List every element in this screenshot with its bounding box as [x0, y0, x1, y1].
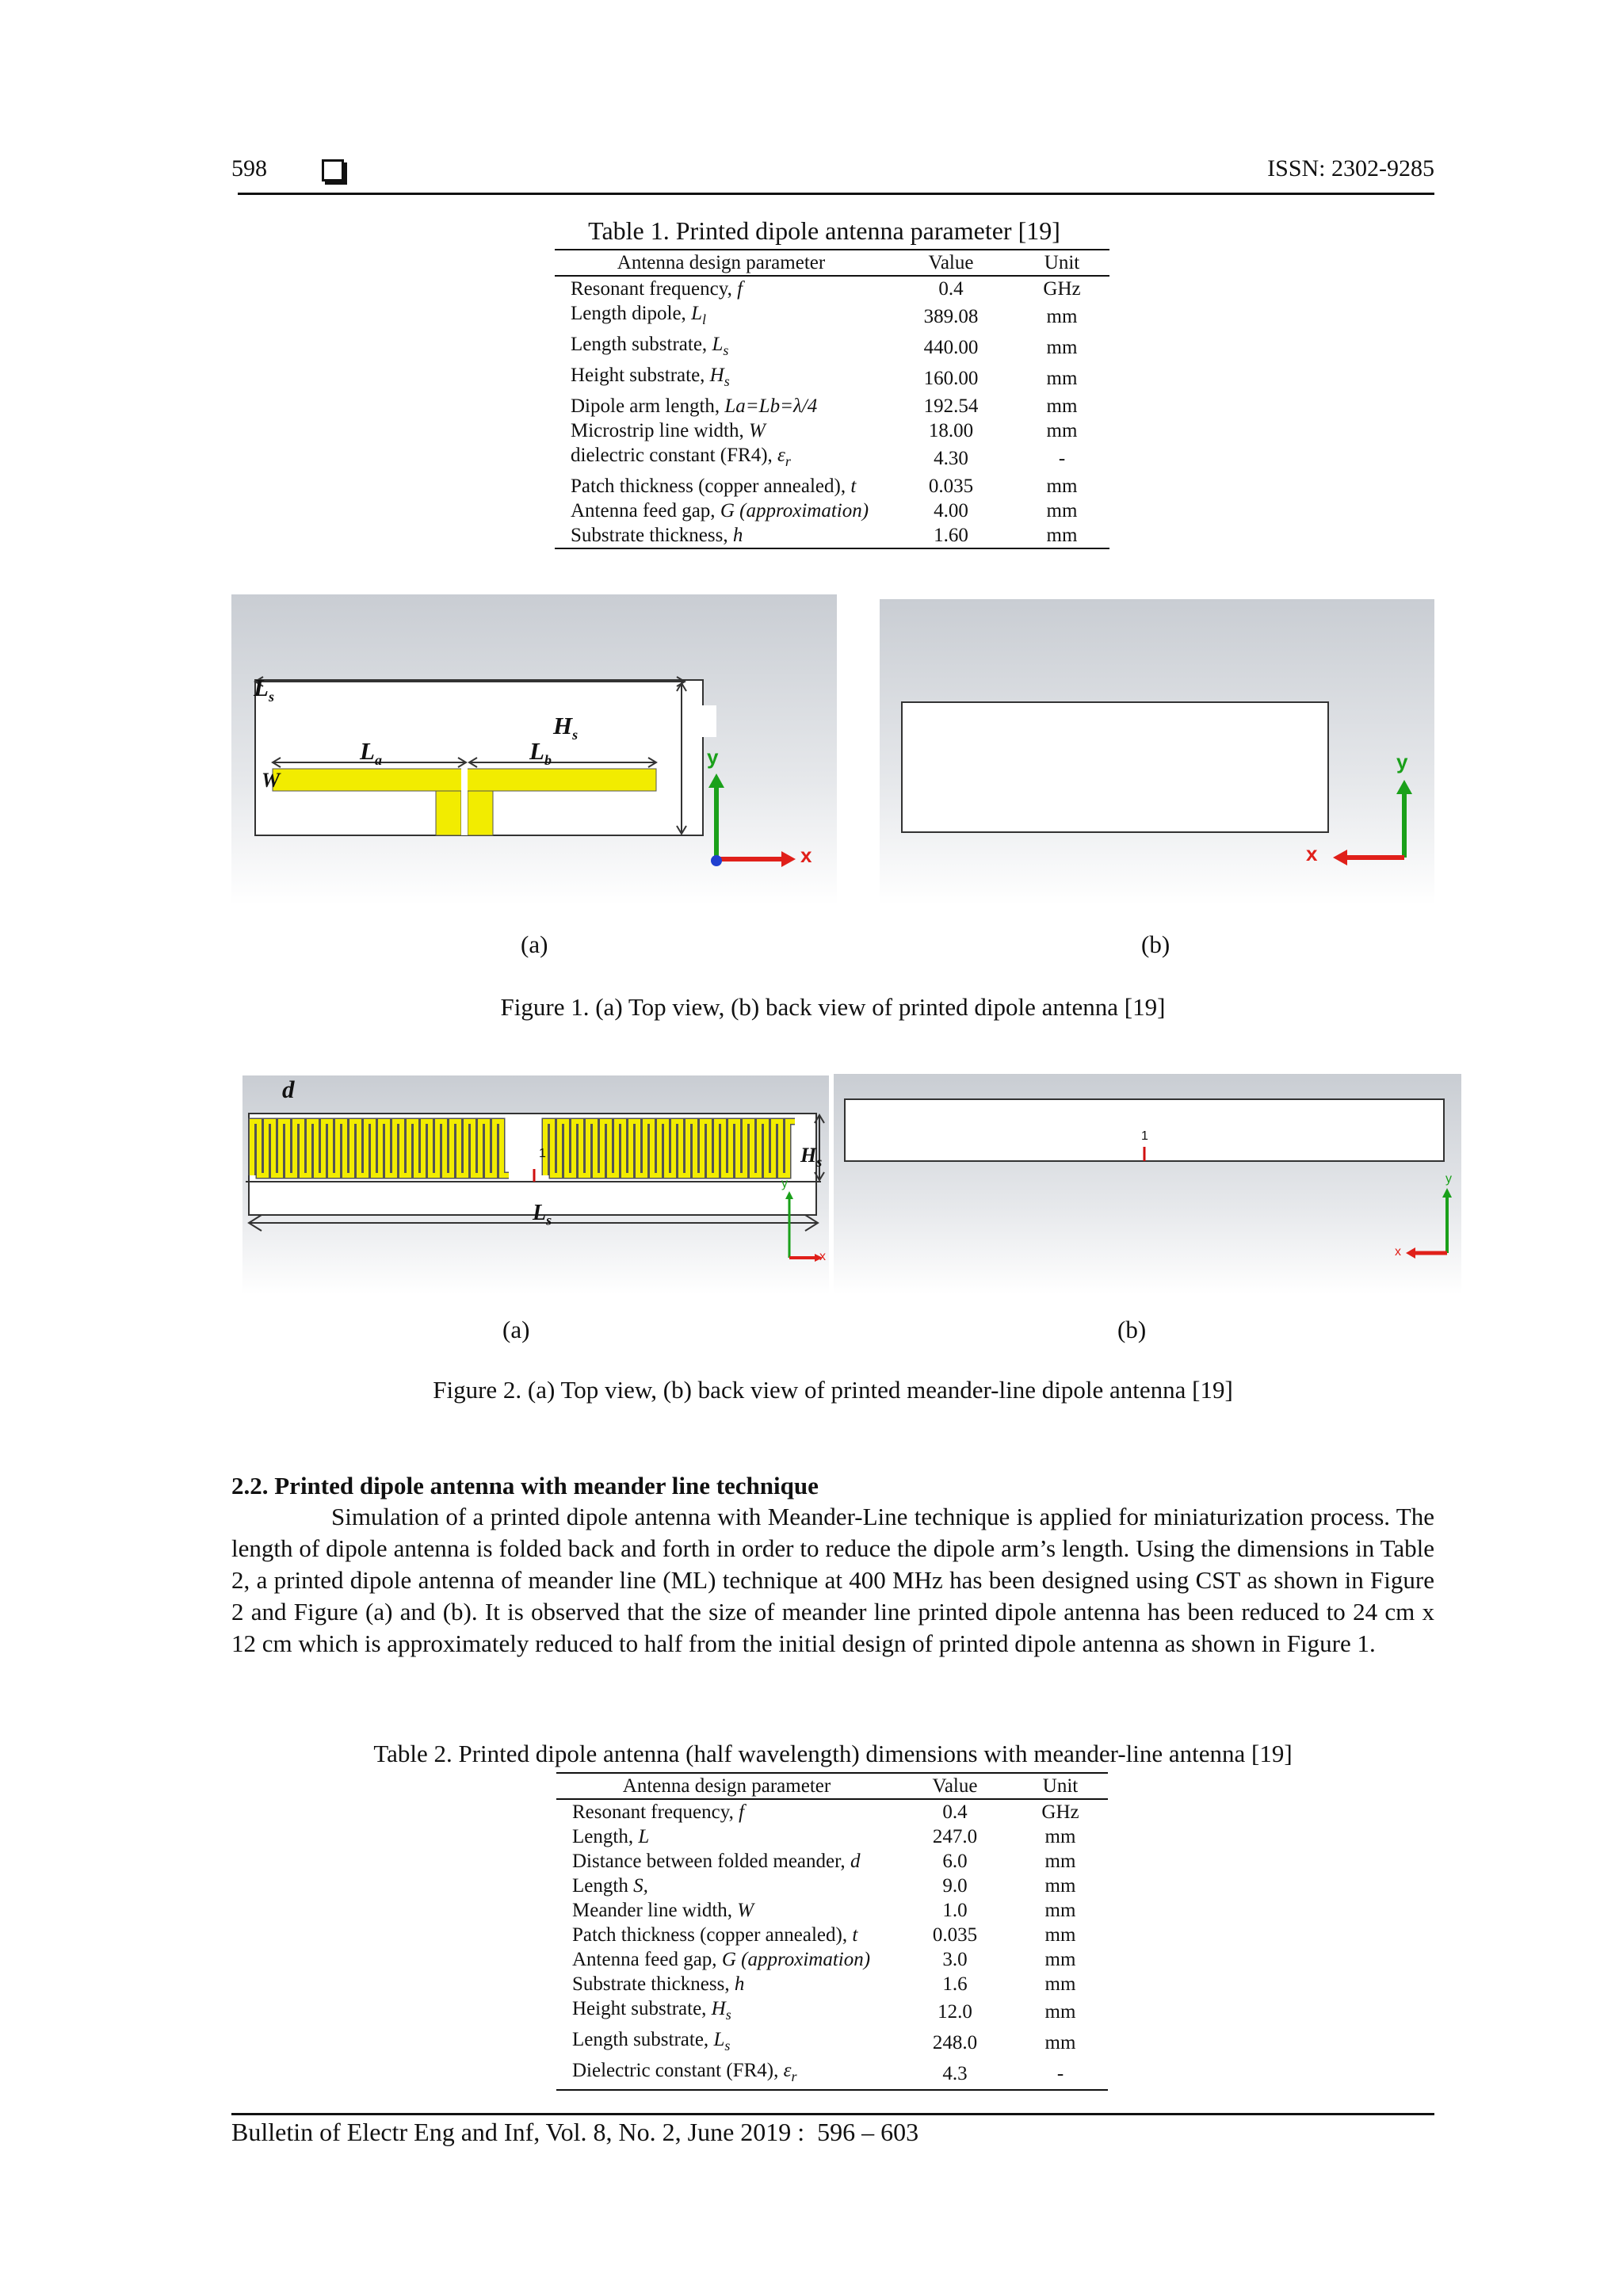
- figure1-label-b: (b): [1141, 930, 1170, 958]
- table-row: [556, 1849, 1108, 1874]
- table2-header-param: Antenna design parameter: [556, 1774, 897, 1799]
- unit-cell: -: [1058, 448, 1066, 469]
- unit-cell: mm: [1046, 306, 1078, 327]
- param-cell: [556, 1799, 897, 1824]
- unit-cell: mm: [1046, 395, 1078, 417]
- param-label: Antenna feed gap,: [572, 1949, 722, 1970]
- fig1-w-label: W: [262, 769, 281, 792]
- value-cell: 3.0: [942, 1949, 968, 1970]
- z-axis-dot: [711, 855, 722, 866]
- param-symbol: h: [732, 525, 743, 546]
- value-cell: 4.3: [897, 2058, 1013, 2090]
- table-row: [555, 363, 1109, 394]
- param-subscript: s: [725, 2007, 731, 2023]
- table-row: [555, 394, 1109, 418]
- table-row: [556, 1947, 1108, 1972]
- param-symbol: h: [734, 1973, 745, 1995]
- table2: [556, 1774, 1108, 2091]
- unit-cell: mm: [1044, 1900, 1076, 1921]
- table1: [555, 250, 1109, 549]
- param-cell: [556, 2027, 897, 2058]
- param-label: Antenna feed gap,: [571, 500, 720, 521]
- table1-header-unit: Unit: [1014, 250, 1109, 276]
- fig1a-y-axis-label: y: [707, 745, 719, 769]
- param-subscript: s: [724, 2038, 731, 2053]
- param-label: Substrate thickness,: [572, 1973, 735, 1995]
- param-symbol: L: [638, 1826, 650, 1847]
- fig2-hs-label: $H_s$: [800, 1144, 823, 1171]
- value-cell: 6.0: [942, 1851, 968, 1872]
- unit-cell: mm: [1044, 1875, 1076, 1897]
- param-symbol: d: [850, 1851, 861, 1872]
- table-row: [555, 474, 1109, 499]
- unit-cell: mm: [1046, 500, 1078, 521]
- param-cell: [555, 363, 888, 394]
- unit-cell: mm: [1046, 368, 1078, 389]
- param-cell: [556, 2058, 897, 2090]
- param-label: Dipole arm length,: [571, 395, 725, 417]
- value-cell: 192.54: [923, 395, 979, 417]
- param-cell: [555, 301, 888, 332]
- feed-line-right: [468, 791, 493, 835]
- figure2a-top-view: [242, 1075, 829, 1294]
- param-subscript: s: [723, 342, 729, 358]
- param-label: Length dipole,: [571, 303, 692, 324]
- figure2a-svg: [242, 1075, 829, 1294]
- table-row: [555, 276, 1109, 301]
- param-label: Height substrate,: [572, 1998, 712, 2019]
- param-cell: [556, 1874, 897, 1898]
- feed-line-left: [436, 791, 461, 835]
- table-row: [556, 2058, 1108, 2090]
- table-row: [555, 523, 1109, 548]
- param-cell: [555, 276, 888, 301]
- feed-gap: [461, 767, 468, 835]
- figure1b-svg: [880, 599, 1434, 905]
- value-cell: 18.00: [928, 420, 974, 441]
- param-label: Resonant frequency,: [571, 278, 738, 300]
- table-row: [556, 1972, 1108, 1996]
- fig2a-y-axis-label: y: [781, 1177, 788, 1190]
- param-symbol: L: [712, 334, 724, 355]
- issn: ISSN: 2302-9285: [1267, 155, 1434, 181]
- param-cell: [556, 1824, 897, 1849]
- param-symbol: L: [691, 303, 702, 324]
- param-symbol: G (approximation): [720, 500, 869, 521]
- param-cell: [555, 499, 888, 523]
- hs-label-box: [685, 705, 716, 737]
- fig1-lb-label: $L_b$: [529, 737, 552, 769]
- param-symbol: t: [850, 476, 857, 497]
- param-cell: [556, 1898, 897, 1923]
- param-cell: [555, 418, 888, 443]
- table-row: [556, 1996, 1108, 2027]
- unit-cell: mm: [1014, 523, 1109, 548]
- param-symbol: f: [737, 278, 743, 300]
- param-cell: [556, 1972, 897, 1996]
- figure2b-back-view: [834, 1074, 1461, 1294]
- figure1a-top-view: [231, 594, 837, 905]
- table-row: [556, 1898, 1108, 1923]
- table-row: [555, 332, 1109, 363]
- figure2-label-b: (b): [1117, 1316, 1147, 1343]
- unit-cell: mm: [1046, 476, 1078, 497]
- ground-plane-outline: [902, 702, 1328, 832]
- footer-rule: [231, 2113, 1434, 2115]
- param-subscript: l: [701, 311, 706, 327]
- param-symbol: H: [711, 1998, 726, 2019]
- param-label: Patch thickness (copper annealed),: [571, 476, 851, 497]
- param-subscript: r: [785, 453, 791, 469]
- param-symbol: H: [709, 365, 724, 386]
- value-cell: 248.0: [932, 2032, 978, 2053]
- fig2b-y-axis-label: y: [1445, 1172, 1452, 1186]
- param-label: Length,: [572, 1826, 639, 1847]
- unit-cell: mm: [1046, 420, 1078, 441]
- unit-cell: GHz: [1043, 278, 1081, 300]
- figure1b-back-view: [880, 599, 1434, 905]
- table-row: [556, 1874, 1108, 1898]
- param-cell: [555, 394, 888, 418]
- param-cell: [556, 1923, 897, 1947]
- param-symbol: L: [713, 2029, 725, 2050]
- param-symbol: t: [852, 1924, 858, 1946]
- value-cell: 0.035: [932, 1924, 978, 1946]
- table-row: [556, 1799, 1108, 1824]
- table1-header-param: Antenna design parameter: [555, 250, 888, 276]
- param-label: Distance between folded meander,: [572, 1851, 850, 1872]
- figure2-label-a: (a): [502, 1316, 530, 1343]
- checkbox-bullet-icon: [322, 159, 344, 181]
- param-label: dielectric constant (FR4),: [571, 445, 778, 466]
- table-row: [555, 418, 1109, 443]
- table2-header-value: Value: [897, 1774, 1013, 1799]
- table-row: [555, 301, 1109, 332]
- figure2-caption: Figure 2. (a) Top view, (b) back view of printed meander-line dipole antenna [19]: [433, 1376, 1233, 1404]
- value-cell: 0.035: [928, 476, 974, 497]
- value-cell: 4.30: [934, 448, 968, 469]
- fig1-ls-label: $L_s$: [254, 674, 274, 705]
- value-cell: 389.08: [923, 306, 979, 327]
- table-row: [556, 2027, 1108, 2058]
- param-label: Resonant frequency,: [572, 1801, 739, 1823]
- unit-cell: mm: [1044, 1949, 1076, 1970]
- param-label: Patch thickness (copper annealed),: [572, 1924, 853, 1946]
- param-label: Height substrate,: [571, 365, 710, 386]
- fig1-hs-label: $H_s$: [553, 712, 579, 743]
- figure1-label-a: (a): [521, 930, 548, 958]
- table1-caption: Table 1. Printed dipole antenna parameter [19]: [588, 216, 1060, 245]
- param-symbol: G (approximation): [721, 1949, 871, 1970]
- param-label: Meander line width,: [572, 1900, 738, 1921]
- value-cell: 247.0: [932, 1826, 978, 1847]
- unit-cell: mm: [1044, 1973, 1076, 1995]
- value-cell: 1.60: [888, 523, 1014, 548]
- unit-cell: GHz: [1041, 1801, 1079, 1823]
- value-cell: 12.0: [938, 2001, 972, 2023]
- param-symbol: S,: [633, 1875, 648, 1897]
- param-label: Substrate thickness,: [571, 525, 733, 546]
- page-number: 598: [231, 155, 267, 181]
- unit-cell: mm: [1044, 2032, 1076, 2053]
- header-rule: [238, 193, 1434, 195]
- unit-cell: mm: [1044, 2001, 1076, 2023]
- param-label: Length substrate,: [572, 2029, 714, 2050]
- fig2b-x-axis-label: x: [1395, 1245, 1401, 1259]
- unit-cell: mm: [1044, 1826, 1076, 1847]
- table-row: [556, 1824, 1108, 1849]
- value-cell: 1.0: [942, 1900, 968, 1921]
- param-subscript: r: [791, 2069, 797, 2084]
- param-cell: [556, 1996, 897, 2027]
- unit-cell: mm: [1046, 337, 1078, 358]
- param-cell: [555, 332, 888, 363]
- fig1b-y-axis-label: y: [1396, 750, 1408, 774]
- unit-cell: mm: [1044, 1851, 1076, 1872]
- param-symbol: La=Lb=λ/4: [724, 395, 818, 417]
- param-label: Length substrate,: [571, 334, 712, 355]
- param-cell: [556, 1947, 897, 1972]
- param-label: Dielectric constant (FR4),: [572, 2060, 784, 2081]
- value-cell: 1.6: [942, 1973, 968, 1995]
- fig2-ls-label: $L_s$: [533, 1201, 552, 1228]
- fig1a-x-axis-label: x: [800, 843, 812, 867]
- param-cell: [555, 523, 888, 548]
- unit-cell: -: [1013, 2058, 1108, 2090]
- table2-caption: Table 2. Printed dipole antenna (half wavelength) dimensions with meander-line antenna [19]: [373, 1740, 1293, 1767]
- fig2b-port-label: 1: [1141, 1129, 1148, 1143]
- fig1b-x-axis-label: x: [1306, 842, 1318, 865]
- table-row: [555, 443, 1109, 474]
- table1-header-value: Value: [888, 250, 1014, 276]
- fig2-d-label: d: [282, 1075, 295, 1103]
- figure2b-svg: [834, 1074, 1461, 1294]
- param-symbol: W: [748, 420, 766, 441]
- fig2a-x-axis-label: x: [819, 1250, 826, 1263]
- value-cell: 0.4: [942, 1801, 968, 1823]
- value-cell: 160.00: [923, 368, 979, 389]
- param-label: Microstrip line width,: [571, 420, 749, 441]
- figure1-caption: Figure 1. (a) Top view, (b) back view of printed dipole antenna [19]: [500, 993, 1166, 1021]
- fig2a-port-label: 1: [539, 1147, 546, 1160]
- param-symbol: ε: [783, 2060, 792, 2081]
- param-cell: [555, 474, 888, 499]
- value-cell: 440.00: [923, 337, 979, 358]
- value-cell: 9.0: [942, 1875, 968, 1897]
- fig1-la-label: $L_a$: [360, 737, 382, 769]
- section-heading: 2.2. Printed dipole antenna with meander line technique: [231, 1472, 819, 1499]
- table2-header-unit: Unit: [1013, 1774, 1108, 1799]
- footer-citation: Bulletin of Electr Eng and Inf, Vol. 8, No. 2, June 2019 : 596 – 603: [231, 2118, 919, 2146]
- value-cell: 0.4: [938, 278, 964, 300]
- param-cell: [556, 1849, 897, 1874]
- param-subscript: s: [724, 373, 730, 389]
- param-label: Length: [572, 1875, 634, 1897]
- param-symbol: ε: [777, 445, 785, 466]
- param-cell: [555, 443, 888, 474]
- table-row: [555, 499, 1109, 523]
- param-symbol: f: [739, 1801, 745, 1823]
- value-cell: 4.00: [934, 500, 968, 521]
- param-symbol: W: [737, 1900, 754, 1921]
- section-paragraph: Simulation of a printed dipole antenna with Meander-Line technique is applied for miniaturization process. The length of dipole antenna is folded back and forth in order to reduce the dipole arm’s length. Using the dimensions in Table 2, a printed dipole antenna of meander line (ML) technique at 400 MHz has been designed using CST as shown in Figure 2 and Figure (a) and (b). It is observed that the size of meander line printed dipole antenna has been reduced to 24 cm x 12 cm which is approximately reduced to half from the initial design of printed dipole antenna as shown in Figure 1.: [231, 1503, 1434, 1657]
- table-row: [556, 1923, 1108, 1947]
- unit-cell: mm: [1044, 1924, 1076, 1946]
